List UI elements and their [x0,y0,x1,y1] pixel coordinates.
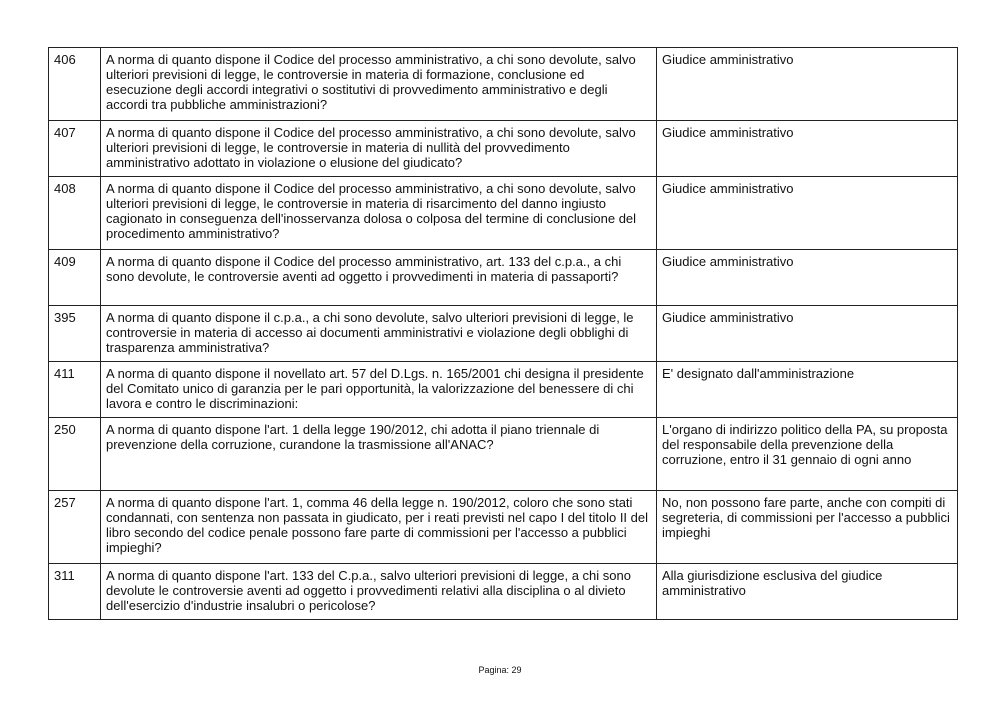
question-text: A norma di quanto dispone il Codice del processo amministrativo, a chi sono devolute, salvo ulteriori previsioni di legge, le controversie in materia di formazione, conclusione ed esecuzione degli accordi integrativi o sostitutivi di provvedimento amministrativo e degli accordi tra pubbliche amministrazioni? [101,48,657,121]
table-row [49,362,958,418]
question-number: 408 [49,177,101,250]
question-text: A norma di quanto dispone l'art. 1, comma 46 della legge n. 190/2012, coloro che sono stati condannati, con sentenza non passata in giudicato, per i reati previsti nel capo I del titolo II del libro secondo del codice penale possono fare parte di commissioni per l'accesso a pubblici impieghi? [101,491,657,564]
answer-text: L'organo di indirizzo politico della PA, su proposta del responsabile della prevenzione della corruzione, entro il 31 gennaio di ogni anno [657,418,958,491]
question-text: A norma di quanto dispone il novellato art. 57 del D.Lgs. n. 165/2001 chi designa il presidente del Comitato unico di garanzia per le pari opportunità, la valorizzazione del benessere di chi lavora e contro le discriminazioni: [101,362,657,418]
table-row [49,418,958,491]
question-number: 409 [49,250,101,306]
question-number: 395 [49,306,101,362]
answer-text: Alla giurisdizione esclusiva del giudice amministrativo [657,564,958,620]
table-row [49,121,958,177]
answer-text: Giudice amministrativo [657,177,958,250]
question-number: 411 [49,362,101,418]
table-row [49,177,958,250]
table-row [49,306,958,362]
question-text: A norma di quanto dispone il c.p.a., a chi sono devolute, salvo ulteriori previsioni di legge, le controversie in materia di accesso ai documenti amministrativi e violazione degli obblighi di trasparenza amministrativa? [101,306,657,362]
question-text: A norma di quanto dispone il Codice del processo amministrativo, a chi sono devolute, salvo ulteriori previsioni di legge, le controversie in materia di nullità del provvedimento amministrativo adottato in violazione o elusione del giudicato? [101,121,657,177]
table-row [49,250,958,306]
question-text: A norma di quanto dispone il Codice del processo amministrativo, a chi sono devolute, salvo ulteriori previsioni di legge, le controversie in materia di risarcimento del danno ingiusto cagionato in conseguenza dell'inosservanza dolosa o colposa del termine di conclusione del procedimento amministrativo? [101,177,657,250]
question-number: 250 [49,418,101,491]
questions-table [48,47,958,620]
question-text: A norma di quanto dispone l'art. 1 della legge 190/2012, chi adotta il piano triennale di prevenzione della corruzione, curandone la trasmissione all'ANAC? [101,418,657,491]
table-row [49,48,958,121]
answer-text: Giudice amministrativo [657,121,958,177]
question-number: 311 [49,564,101,620]
question-text: A norma di quanto dispone l'art. 133 del C.p.a., salvo ulteriori previsioni di legge, a chi sono devolute le controversie aventi ad oggetto i provvedimenti relativi alla disciplina o al divieto dell'esercizio d'industrie insalubri o pericolose? [101,564,657,620]
answer-text: Giudice amministrativo [657,306,958,362]
table-row [49,491,958,564]
page-number: Pagina: 29 [478,665,522,675]
answer-text: Giudice amministrativo [657,48,958,121]
question-number: 407 [49,121,101,177]
answer-text: E' designato dall'amministrazione [657,362,958,418]
question-number: 406 [49,48,101,121]
question-text: A norma di quanto dispone il Codice del processo amministrativo, art. 133 del c.p.a., a chi sono devolute, le controversie aventi ad oggetto i provvedimenti in materia di passaporti? [101,250,657,306]
table-row [49,564,958,620]
answer-text: Giudice amministrativo [657,250,958,306]
answer-text: No, non possono fare parte, anche con compiti di segreteria, di commissioni per l'accesso a pubblici impieghi [657,491,958,564]
question-number: 257 [49,491,101,564]
